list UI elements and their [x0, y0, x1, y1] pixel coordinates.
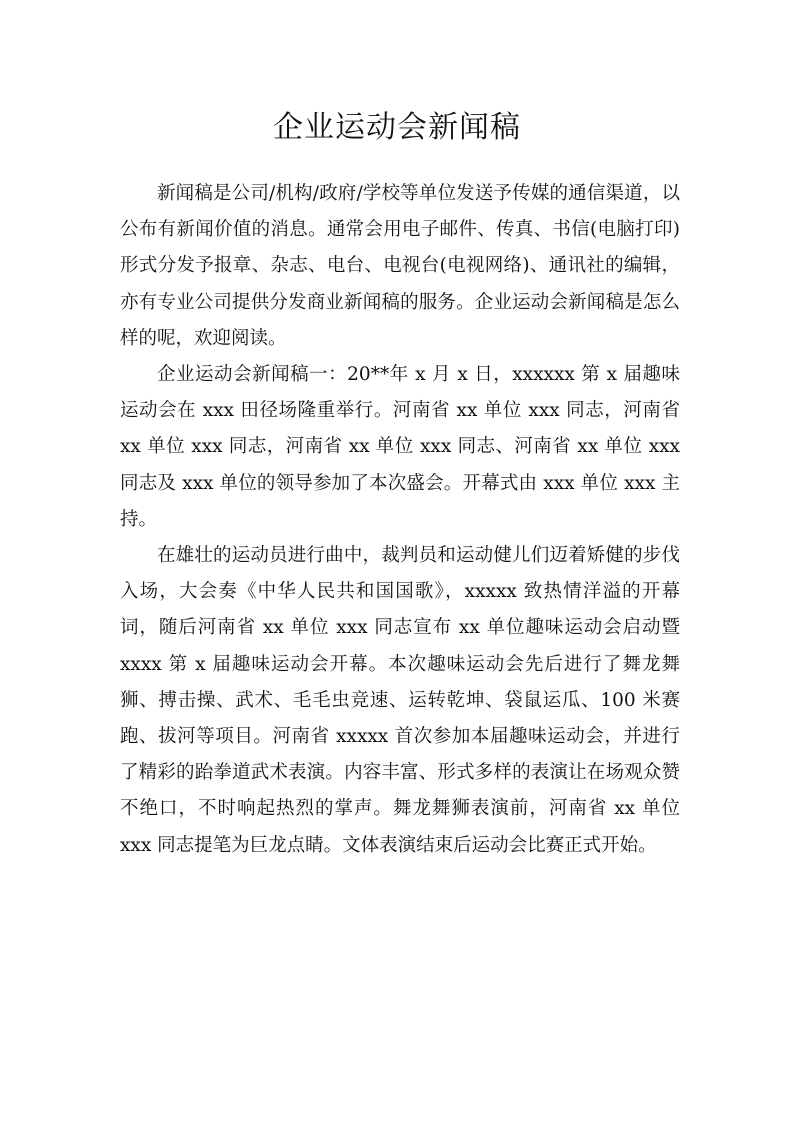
paragraph-news-one: 企业运动会新闻稿一：20**年 x 月 x 日，xxxxxx 第 x 届趣味运动会在 xxx 田径场隆重举行。河南省 xx 单位 xxx 同志，河南省 xx 单位 xxx 同志，河南省 xx 单位 xxx 同志、河南省 xx 单位 xxx 同志及 xxx 单位的领导参加了本次盛会。开幕式由 xxx 单位 xxx 主持。	[120, 364, 680, 530]
paragraph-intro: 新闻稿是公司/机构/政府/学校等单位发送予传媒的通信渠道，以公布有新闻价值的消息。通常会用电子邮件、传真、书信(电脑打印)形式分发予报章、杂志、电台、电视台(电视网络)、通讯社的编辑，亦有专业公司提供分发商业新闻稿的服务。企业运动会新闻稿是怎么样的呢，欢迎阅读。	[120, 183, 680, 349]
paragraph-opening-ceremony: 在雄壮的运动员进行曲中，裁判员和运动健儿们迈着矫健的步伐入场，大会奏《中华人民共和国国歌》，xxxxx 致热情洋溢的开幕词，随后河南省 xx 单位 xxx 同志宣布 xx 单位趣味运动会启动暨 xxxx 第 x 届趣味运动会开幕。本次趣味运动会先后进行了舞龙舞狮、搏击操、武术、毛毛虫竞速、运转乾坤、袋鼠运瓜、100 米赛跑、拔河等项目。河南省 xxxxx 首次参加本届趣味运动会，并进行了精彩的跆拳道武术表演。内容丰富、形式多样的表演让在场观众赞不绝口，不时响起热烈的掌声。舞龙舞狮表演前，河南省 xx 单位 xxx 同志提笔为巨龙点睛。文体表演结束后运动会比赛正式开始。	[120, 545, 680, 856]
document-title: 企业运动会新闻稿	[273, 110, 521, 145]
document-body	[120, 176, 680, 864]
